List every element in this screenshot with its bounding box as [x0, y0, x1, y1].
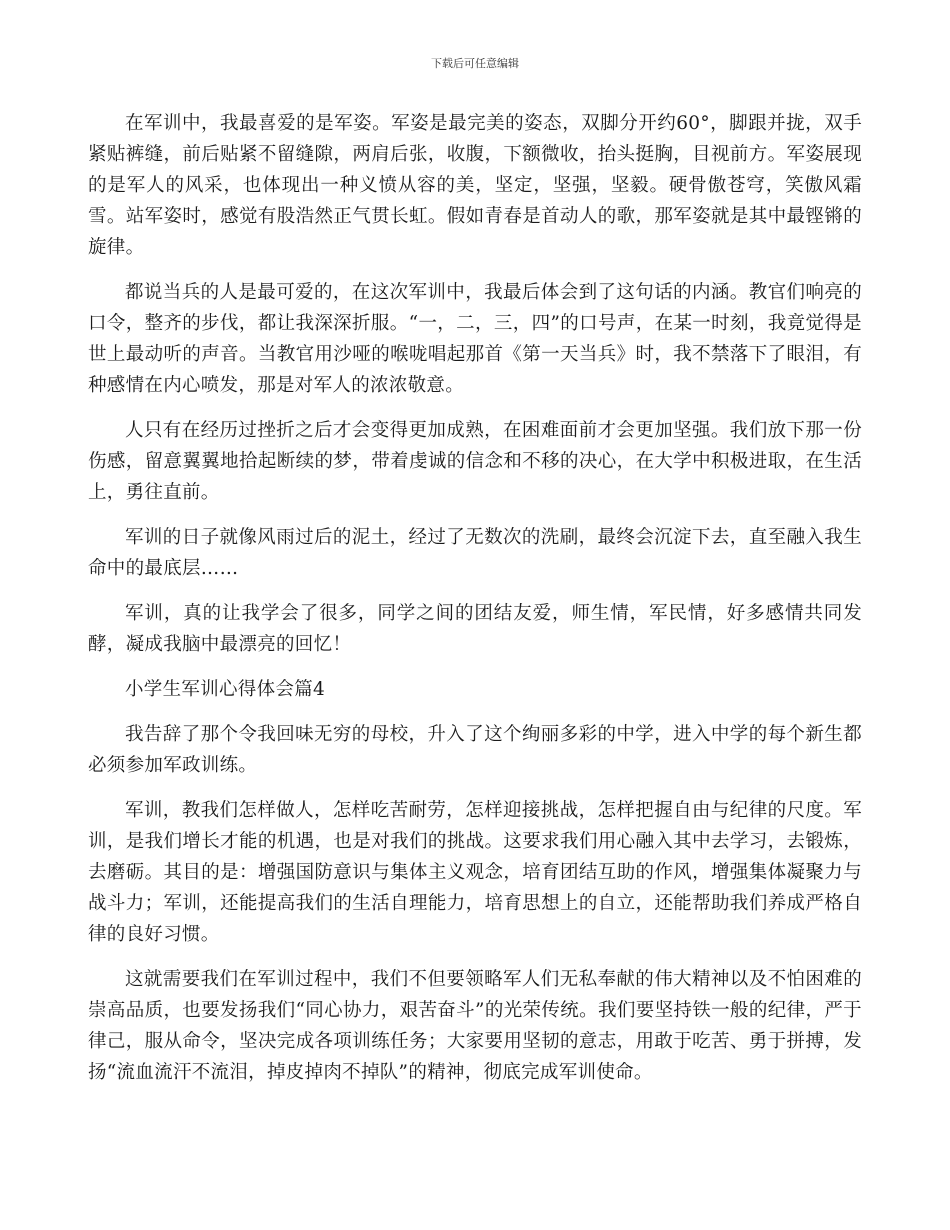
- paragraph-5: 军训，真的让我学会了很多，同学之间的团结友爱，师生情，军民情，好多感情共同发酵，凝成我脑中最漂亮的回忆！: [88, 603, 862, 655]
- section-heading: 小学生军训心得体会篇4: [125, 679, 326, 700]
- paragraph-4: 军训的日子就像风雨过后的泥土，经过了无数次的洗刷，最终会沉淀下去，直至融入我生命中的最底层……: [88, 527, 862, 579]
- document-body: [88, 108, 862, 1102]
- paragraph-2: 都说当兵的人是最可爱的，在这次军训中，我最后体会到了这句话的内涵。教官们响亮的口令，整齐的步伐，都让我深深折服。“一，二，三，四”的口号声，在某一时刻，我竟觉得是世上最动听的声音。当教官用沙哑的喉咙唱起那首《第一天当兵》时，我不禁落下了眼泪，有种感情在内心喷发，那是对军人的浓浓敬意。: [88, 282, 862, 396]
- paragraph-8: 这就需要我们在军训过程中，我们不但要领略军人们无私奉献的伟大精神以及不怕困难的崇高品质，也要发扬我们“同心协力，艰苦奋斗”的光荣传统。我们要坚持铁一般的纪律，严于律己，服从命令，坚决完成各项训练任务；大家要用坚韧的意志，用敢于吃苦、勇于拼搏，发扬“流血流汗不流泪，掉皮掉肉不掉队”的精神，彻底完成军训使命。: [88, 969, 862, 1083]
- paragraph-1: 在军训中，我最喜爱的是军姿。军姿是最完美的姿态，双脚分开约60°，脚跟并拢，双手紧贴裤缝，前后贴紧不留缝隙，两肩后张，收腹，下额微收，抬头挺胸，目视前方。军姿展现的是军人的风采，也体现出一种义愤从容的美，坚定，坚强，坚毅。硬骨傲苍穹，笑傲风霜雪。站军姿时，感觉有股浩然正气贯长虹。假如青春是首动人的歌，那军姿就是其中最铿锵的旋律。: [88, 113, 862, 258]
- paragraph-6: 我告辞了那个令我回味无穷的母校，升入了这个绚丽多彩的中学，进入中学的每个新生都必须参加军政训练。: [88, 724, 862, 776]
- paragraph-7: 军训，教我们怎样做人，怎样吃苦耐劳，怎样迎接挑战，怎样把握自由与纪律的尺度。军训，是我们增长才能的机遇，也是对我们的挑战。这要求我们用心融入其中去学习，去锻炼，去磨砺。其目的是：增强国防意识与集体主义观念，培育团结互助的作风，增强集体凝聚力与战斗力；军训，还能提高我们的生活自理能力，培育思想上的自立，还能帮助我们养成严格自律的良好习惯。: [88, 800, 862, 945]
- page-header: 下载后可任意编辑: [431, 57, 519, 70]
- paragraph-3: 人只有在经历过挫折之后才会变得更加成熟，在困难面前才会更加坚强。我们放下那一份伤感，留意翼翼地拾起断续的梦，带着虔诚的信念和不移的决心，在大学中积极进取，在生活上，勇往直前。: [88, 420, 862, 503]
